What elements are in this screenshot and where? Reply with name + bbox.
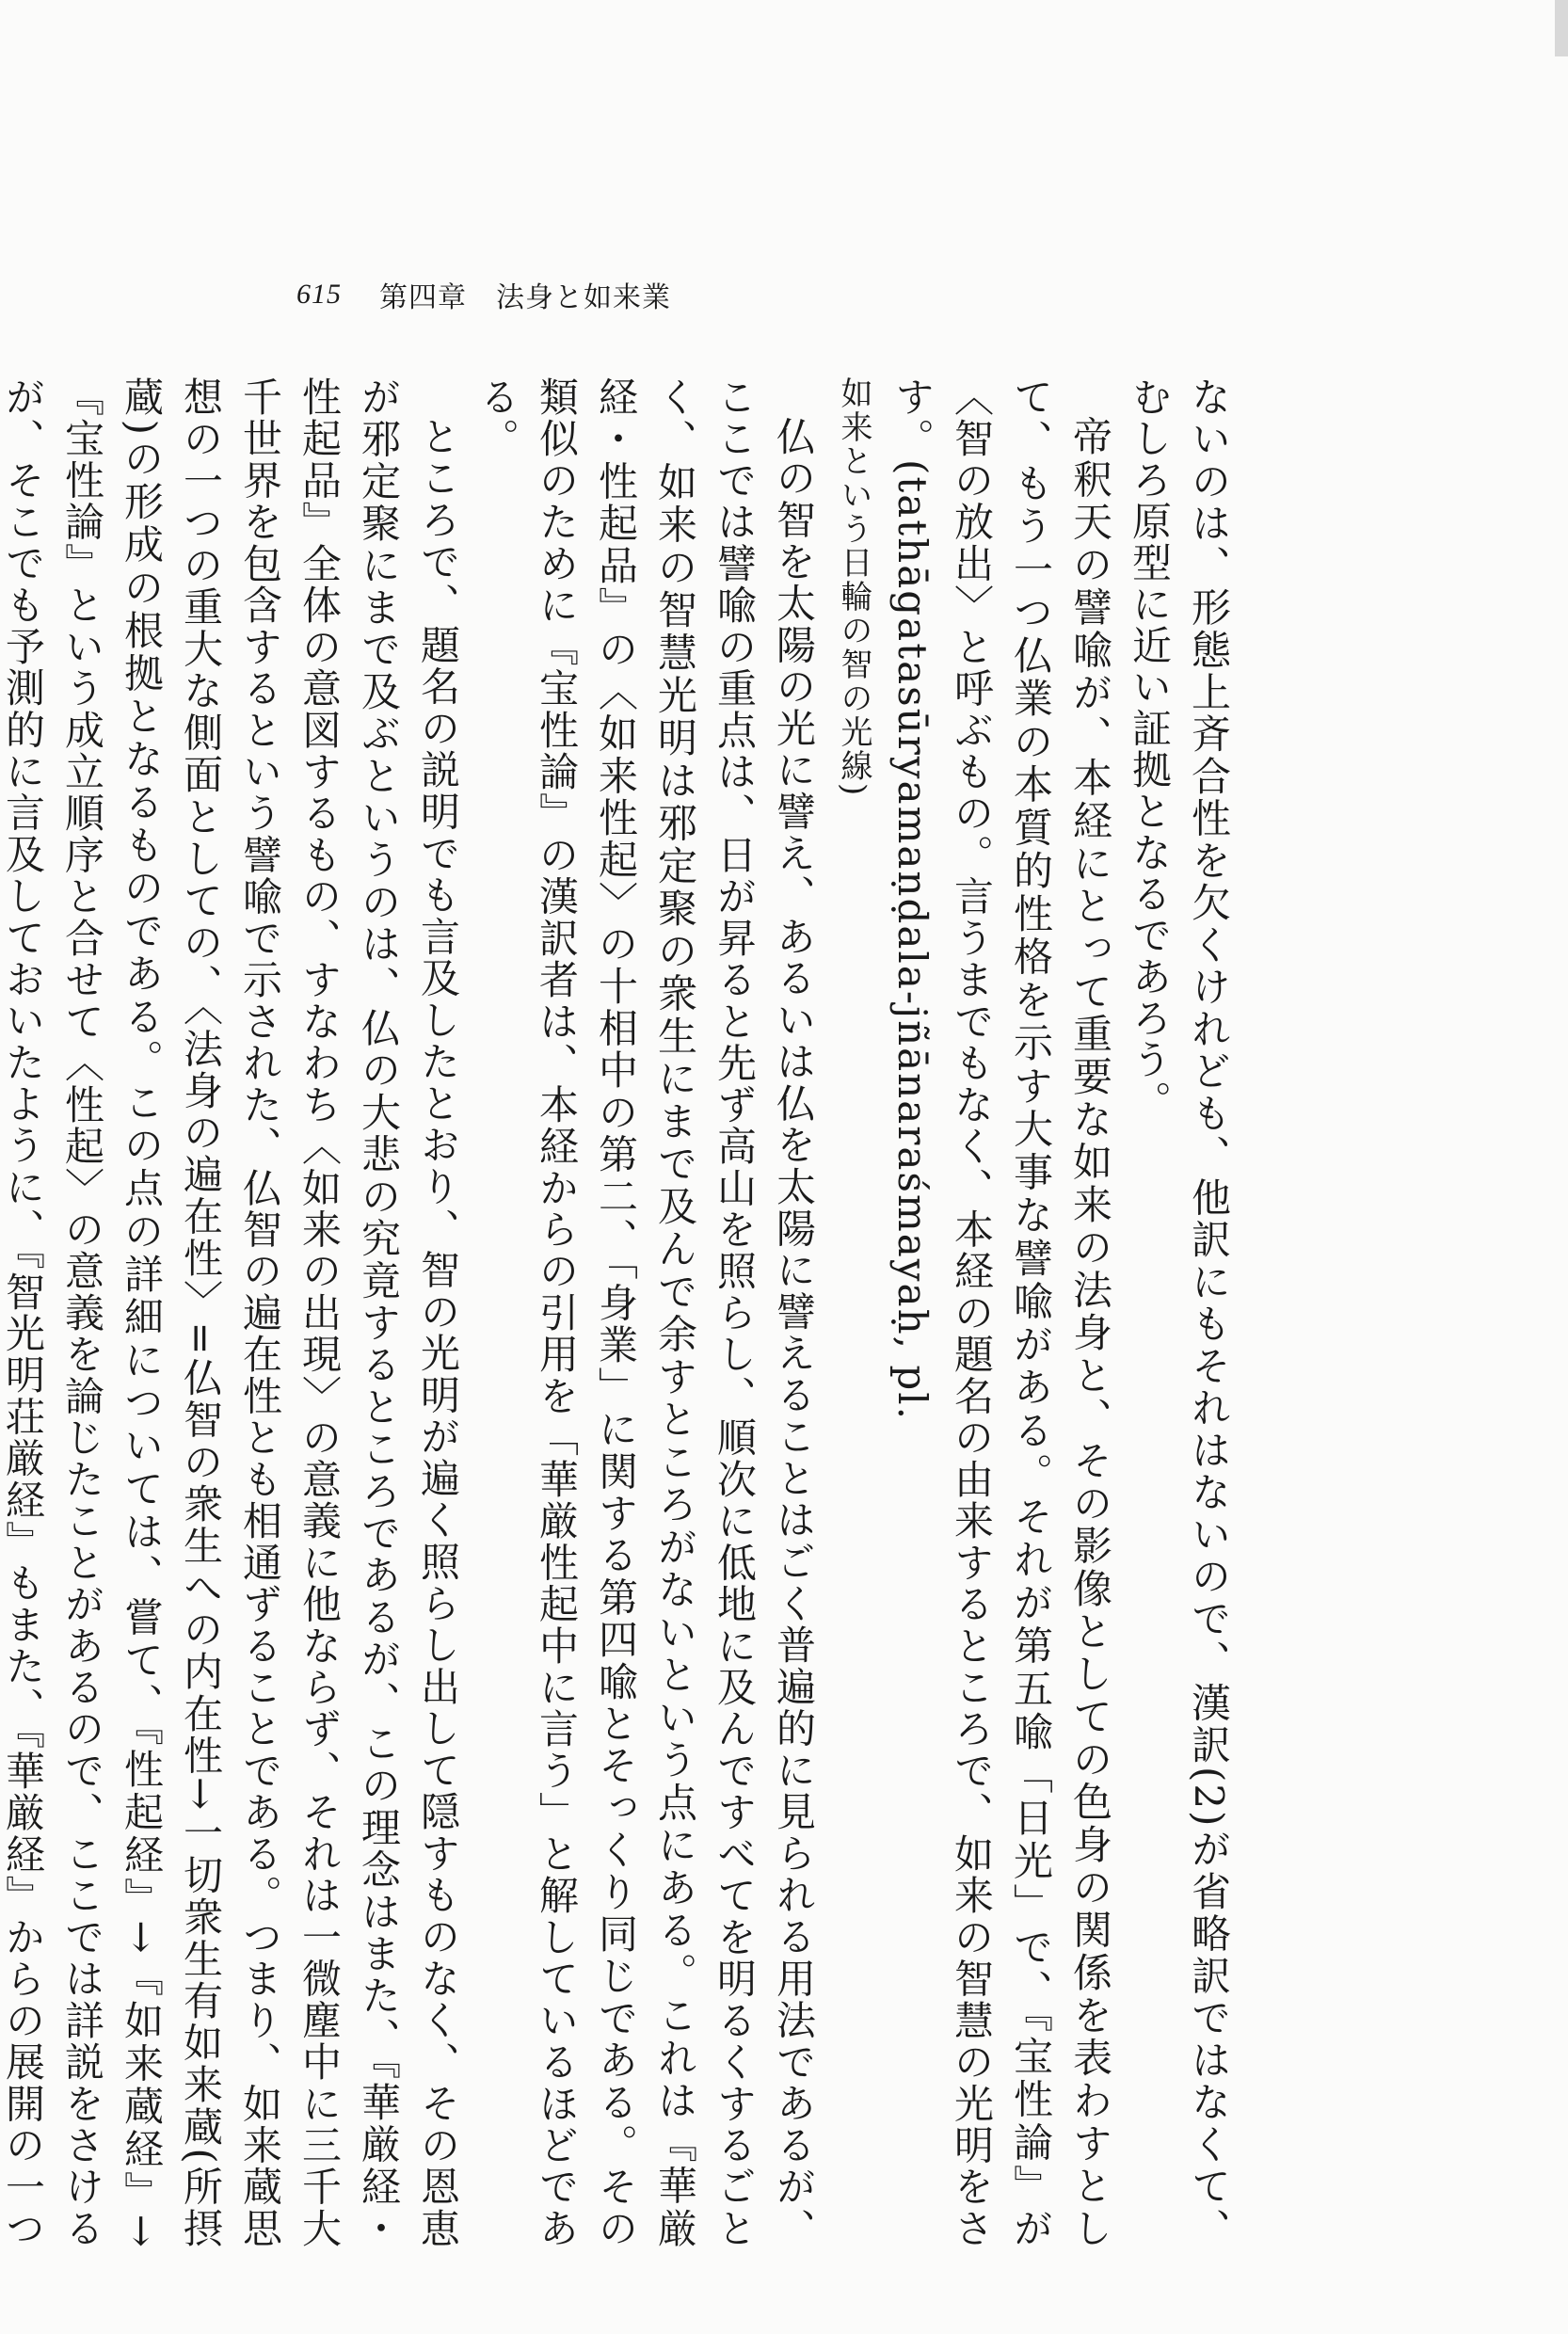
paragraph-sanskrit-gloss: 如来という日輪の智の光線): [835, 376, 872, 798]
body-text: [0, 376, 1239, 2250]
paragraph-title-explanation: ところで、題名の説明でも言及したとおり、智の光明が遍く照らし出して隠すものなく、その恩恵が邪定聚にまで及ぶというのは、仏の大悲の究竟するところであるが、この理念はまた、『華厳経・性起品』全体の意図するもの、すなわち〈如来の出現〉の意義に他ならず、それは一微塵中に三千大千世界を包含するという譬喩で示された、仏智の遍在性とも相通ずることである。つまり、如来蔵思想の一つの重大な側面としての、〈法身の遍在性〉=仏智の衆生への内在性→一切衆生有如来蔵(所摂蔵)の形成の根拠となるものである。この点の詳細については、嘗て、『性起経』→『如来蔵経』→『宝性論』という成立順序と合せて〈性起〉の意義を論じたことがあるので、ここでは詳説をさけるが、そこでも予測的に言及しておいたように、『智光明荘厳経』もまた、『華厳経』からの展開の一つ: [0, 376, 461, 2250]
page-number: 615: [296, 279, 342, 310]
chapter-title: 第四章 法身と如来業: [379, 281, 671, 314]
paragraph-continuation: ないのは、形態上斉合性を欠くけれども、他訳にもそれはないので、漢訳(2)が省略訳ではなくて、むしろ原型に近い証拠となるであろう。: [1127, 376, 1232, 2249]
paragraph-sakra-simile: 帝釈天の譬喩が、本経にとって重要な如来の法身と、その影像としての色身の関係を表わすとして、もう一つ仏業の本質的性格を示す大事な譬喩がある。それが第五喩「日光」で、『宝性論』が〈智の放出〉と呼ぶもの。言うまでもなく、本経の題名の由来するところで、如来の智慧の光明をさす。(tathāgatasūryamaṇḍala-jñānaraśmayaḥ, pl.: [889, 376, 1113, 2250]
running-head: [296, 271, 767, 318]
page-edge-mark: [1555, 0, 1568, 56]
paragraph-sun-simile: 仏の智を太陽の光に譬え、あるいは仏を太陽に譬えることはごく普遍的に見られる用法であるが、ここでは譬喩の重点は、日が昇ると先ず高山を照らし、順次に低地に及んですべてを明るくするごとく、如来の智慧光明は邪定聚の衆生にまで及んで余すところがないという点にある。これは『華厳経・性起品』の〈如来性起〉の十相中の第二、「身業」に関する第四喩とそっくり同じである。その類似のために『宝性論』の漢訳者は、本経からの引用を「華厳性起中に言う」と解しているほどである。: [474, 376, 817, 2250]
